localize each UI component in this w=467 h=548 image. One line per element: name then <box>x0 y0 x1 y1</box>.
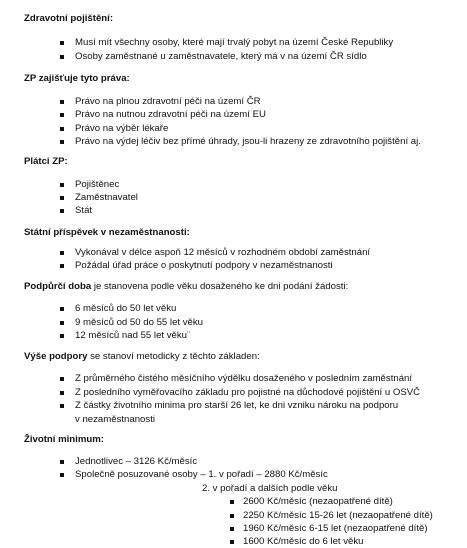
bullet-icon <box>60 55 64 59</box>
bullet-icon <box>230 500 234 504</box>
bullet-icon <box>60 127 64 131</box>
bullet-icon <box>60 100 64 104</box>
bullet-icon <box>60 140 64 144</box>
bullet-icon <box>230 514 234 518</box>
list-item: Zaměstnavatel <box>75 192 138 204</box>
bullet-icon <box>60 196 64 200</box>
bullet-icon <box>60 209 64 213</box>
bullet-icon <box>60 113 64 117</box>
section-heading-podpurci-doba: Podpůrčí doba je stanovena podle věku dosaženého ke dni podání žádosti: <box>24 281 349 293</box>
list-item: Z posledního vyměřovacího základu pro pojistné na důchodové pojištění u OSVČ <box>75 387 420 399</box>
list-item-continuation: 2. v pořadí a dalších podle věku <box>202 482 338 494</box>
bullet-icon <box>60 41 64 45</box>
list-item: Osoby zaměstnané u zaměstnavatele, který má v na území ČR sídlo <box>75 51 367 63</box>
bullet-icon <box>60 334 64 338</box>
bullet-icon <box>60 404 64 408</box>
list-item: Požádal úřad práce o poskytnutí podpory v nezaměstnanosti <box>75 260 333 272</box>
bullet-icon <box>60 307 64 311</box>
section-heading-vyse-podpory: Výše podpory se stanoví metodicky z těchto základen: <box>24 351 260 363</box>
list-item: Právo na nutnou zdravotní péči na území EU <box>75 109 266 121</box>
list-item: Musí mít všechny osoby, které mají trvalý pobyt na území České Republiky <box>75 37 393 49</box>
list-item-continuation: v nezaměstnanosti <box>75 413 155 425</box>
section-heading-zdravotni-pojisteni: Zdravotní pojištění: <box>24 13 114 25</box>
bullet-icon <box>60 391 64 395</box>
bullet-icon <box>60 321 64 325</box>
list-item: Právo na výběr lékaře <box>75 123 168 135</box>
list-item: Právo na plnou zdravotní péči na území ČR <box>75 96 261 108</box>
list-item: 9 měsíců od 50 do 55 let věku <box>75 317 203 329</box>
sub-list-item: 1600 Kč/měsíc do 6 let věku <box>243 536 364 548</box>
list-item: Stát <box>75 205 92 217</box>
bullet-icon <box>60 377 64 381</box>
list-item: 12 měsíců nad 55 let věku¨ <box>75 330 190 342</box>
bullet-icon <box>230 540 234 544</box>
list-item: Právo na výdej léčiv bez přímé úhrady, jsou-li hrazeny ze zdravotního pojištění aj. <box>75 136 421 148</box>
list-item: 6 měsíců do 50 let věku <box>75 303 176 315</box>
section-heading-zivotni-minimum: Životní minimum: <box>24 433 104 445</box>
sub-list-item: 1960 Kč/měsíc 6-15 let (nezaopatřené dítě) <box>243 523 428 535</box>
bullet-icon <box>60 251 64 255</box>
list-item: Pojištěnec <box>75 179 119 191</box>
list-item: Společně posuzované osoby – 1. v pořadí – 2880 Kč/měsíc <box>75 469 328 481</box>
bullet-icon <box>60 264 64 268</box>
list-item: Vykonával v délce aspoň 12 měsíců v rozhodném období zaměstnání <box>75 247 370 259</box>
bullet-icon <box>60 183 64 187</box>
bullet-icon <box>230 527 234 531</box>
section-heading-platci-zp: Plátci ZP: <box>24 156 68 168</box>
sub-list-item: 2600 Kč/měsíc (nezaopatřené dítě) <box>243 496 393 508</box>
list-item: Z částky životního minima pro starší 26 let, ke dni vzniku nároku na podporu <box>75 400 398 412</box>
list-item: Jednotlivec – 3126 Kč/měsíc <box>75 456 197 468</box>
bullet-icon <box>60 473 64 477</box>
section-heading-zp-prava: ZP zajišťuje tyto práva: <box>24 72 130 84</box>
sub-list-item: 2250 Kč/měsíc 15-26 let (nezaopatřené dítě) <box>243 510 433 522</box>
bullet-icon <box>60 460 64 464</box>
section-heading-statni-prispevek: Státní příspěvek v nezaměstnanosti: <box>24 226 190 238</box>
list-item: Z průměrného čistého měsíčního výdělku dosaženého v posledním zaměstnání <box>75 373 412 385</box>
